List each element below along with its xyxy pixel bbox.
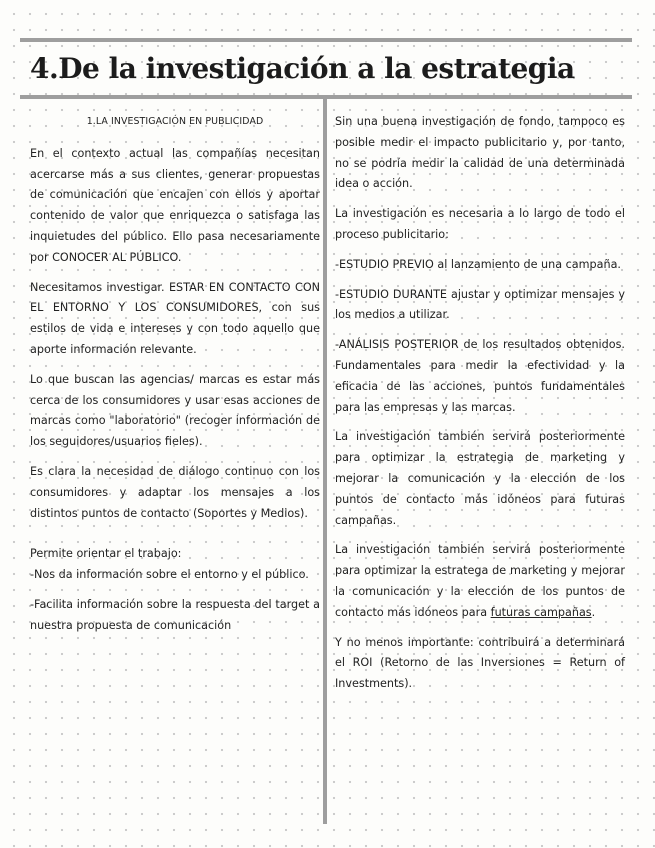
bullet-post-analysis: -ANÁLISIS POSTERIOR de los resultados obtenidos. Fundamentales para medir la efectividad y la eficacia de las acciones, puntos fundamentales para las empresas y las marcas. <box>335 338 625 414</box>
paragraph-end: . <box>591 605 596 619</box>
paragraph-whole-process: La investigación es necesaria a lo largo de todo el proceso publicitario: <box>335 207 625 241</box>
paragraph-optimize-strategy-repeat <box>335 540 625 623</box>
paragraph-orient-work: Permite orientar el trabajo: <box>30 547 182 561</box>
column-divider <box>323 99 327 824</box>
top-rule <box>20 38 632 42</box>
bullet-target-response: -Facilita información sobre la respuesta del target a nuestra propuesta de comunicación <box>30 597 320 632</box>
paragraph-measure-impact: Sin una buena investigación de fondo, tampoco es posible medir el impacto publicitario y, por tanto, no se podría medir la calidad de una determinada idea o acción. <box>335 115 625 191</box>
paragraph-context: En el contexto actual las compañías necesitan acercarse más a sus clientes, generar propuestas de comunicación que encajen con ellos y aportar contenido de valor que enriquezca o satisfaga las inquietudes del público. Ello pasa necesariamente por CONOCER AL PÚBLICO. <box>30 146 320 264</box>
bullet-pre-study: -ESTUDIO PREVIO al lanzamiento de una campaña. <box>335 257 621 271</box>
paragraph-roi: Y no menos importante: contribuirá a determinará el ROI (Retorno de las Inversiones = Return of Investments). <box>335 635 625 691</box>
paragraph-investigate: Necesitamos investigar. ESTAR EN CONTACTO CON EL ENTORNO Y LOS CONSUMIDORES, con sus estilos de vida e intereses y con todo aquello que aporte información relevante. <box>30 280 320 356</box>
underlined-text: futuras campañas <box>490 605 592 619</box>
page-title: 4.De la investigación a la estrategia <box>30 52 575 85</box>
right-column <box>335 112 625 704</box>
bullet-environment: -Nos da información sobre el entorno y el público. <box>30 568 309 582</box>
left-column <box>30 112 320 646</box>
paragraph-agencies: Lo que buscan las agencias/ marcas es estar más cerca de los consumidores y usar esas acciones de marcas como "laboratorio" (recoger información de los seguidores/usuarios fieles). <box>30 372 320 449</box>
paragraph-dialogue: Es clara la necesidad de diálogo continuo con los consumidores y adaptar los mensajes a los distintos puntos de contacto (Soportes y Medios). <box>30 464 320 520</box>
paragraph-optimize-strategy: La investigación también servirá posteriormente para optimizar la estrategia de marketing y mejorar la comunicación y la elección de los puntos de contacto más idóneos para futuras campañas. <box>335 430 625 527</box>
section-subheading: 1.LA INVESTIGACIÓN EN PUBLICIDAD <box>86 116 264 127</box>
paragraph-text: La investigación también servirá posteriormente para optimizar la estratega de marketing y mejorar la comunicación y la elección de los puntos de contacto más idóneos para <box>335 543 625 619</box>
bullet-during-study: -ESTUDIO DURANTE ajustar y optimizar mensajes y los medios a utilizar. <box>335 287 625 322</box>
